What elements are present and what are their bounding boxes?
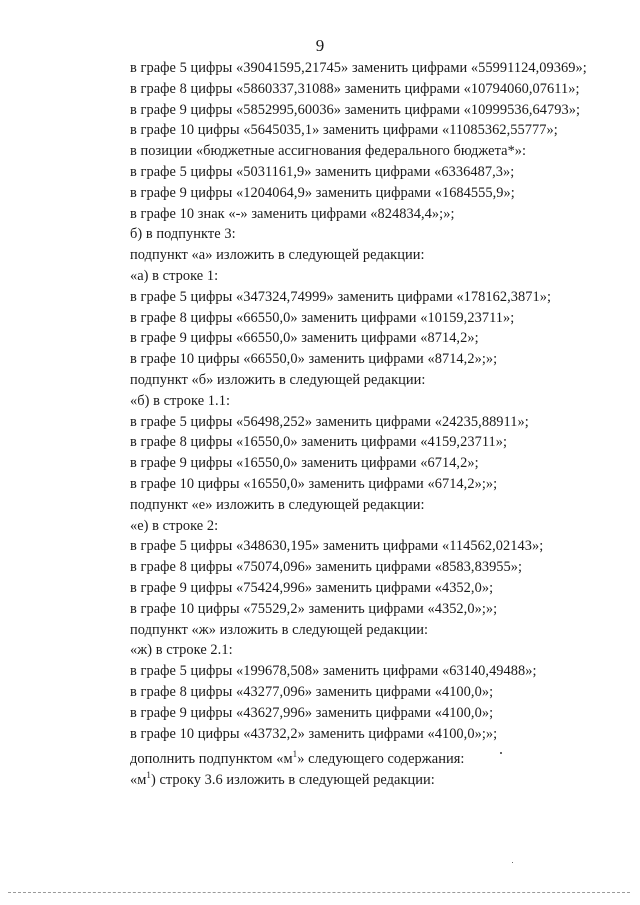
text-line: в графе 8 цифры «16550,0» заменить цифрами «4159,23711»; bbox=[130, 434, 508, 451]
superscript-index: 1 bbox=[146, 770, 151, 781]
text-line: подпункт «ж» изложить в следующей редакции: bbox=[130, 621, 429, 638]
supplement-line bbox=[130, 765, 620, 786]
text-line: подпункт «е» изложить в следующей редакции: bbox=[130, 496, 425, 513]
text-line: в графе 8 цифры «5860337,31088» заменить цифрами «10794060,07611»; bbox=[130, 80, 580, 97]
text-line: в графе 9 цифры «66550,0» заменить цифрами «8714,2»; bbox=[130, 330, 479, 347]
supplement-text-start: «м bbox=[130, 771, 147, 788]
text-line: в графе 9 цифры «75424,996» заменить цифрами «4352,0»; bbox=[130, 579, 494, 596]
text-line: в графе 5 цифры «56498,252» заменить цифрами «24235,88911»; bbox=[130, 413, 529, 430]
supplement-text-start: дополнить подпунктом «м bbox=[130, 751, 293, 768]
text-line: подпункт «б» изложить в следующей редакции: bbox=[130, 371, 426, 388]
text-line: в графе 9 цифры «5852995,60036» заменить цифрами «10999536,64793»; bbox=[130, 101, 581, 118]
text-line: «а) в строке 1: bbox=[130, 267, 219, 284]
text-line: в графе 8 цифры «43277,096» заменить цифрами «4100,0»; bbox=[130, 683, 494, 700]
page-number: 9 bbox=[315, 36, 325, 55]
text-line: в графе 10 цифры «43732,2» заменить цифрами «4100,0»;»; bbox=[130, 725, 498, 742]
supplement-line bbox=[130, 744, 620, 768]
text-line: подпункт «а» изложить в следующей редакции: bbox=[130, 247, 425, 264]
text-line: в графе 9 цифры «16550,0» заменить цифрами «6714,2»; bbox=[130, 455, 479, 472]
text-line: в графе 5 цифры «5031161,9» заменить цифрами «6336487,3»; bbox=[130, 163, 515, 180]
text-line: в графе 10 цифры «75529,2» заменить цифрами «4352,0»;»; bbox=[130, 600, 498, 617]
supplement-text-end: » следующего содержания: bbox=[297, 751, 465, 768]
text-line: в графе 8 цифры «75074,096» заменить цифрами «8583,83955»; bbox=[130, 559, 523, 576]
text-line: в графе 10 цифры «5645035,1» заменить цифрами «11085362,55777»; bbox=[130, 122, 558, 139]
text-line: в графе 9 цифры «43627,996» заменить цифрами «4100,0»; bbox=[130, 704, 494, 721]
text-line: «ж) в строке 2.1: bbox=[130, 642, 233, 659]
text-line: в графе 5 цифры «347324,74999» заменить цифрами «178162,3871»; bbox=[130, 288, 552, 305]
document-body bbox=[130, 58, 620, 786]
supplement-text-end: ) строку 3.6 изложить в следующей редакции: bbox=[150, 771, 435, 788]
text-line: в позиции «бюджетные ассигнования федерального бюджета*»: bbox=[130, 143, 527, 160]
text-line: в графе 10 знак «-» заменить цифрами «824834,4»;»; bbox=[130, 205, 455, 222]
text-line: в графе 10 цифры «66550,0» заменить цифрами «8714,2»;»; bbox=[130, 351, 498, 368]
text-line: в графе 10 цифры «16550,0» заменить цифрами «6714,2»;»; bbox=[130, 475, 498, 492]
text-line: в графе 8 цифры «66550,0» заменить цифрами «10159,23711»; bbox=[130, 309, 515, 326]
text-line: в графе 9 цифры «1204064,9» заменить цифрами «1684555,9»; bbox=[130, 184, 515, 201]
text-line: «е) в строке 2: bbox=[130, 517, 219, 534]
scan-bottom-edge bbox=[8, 892, 630, 893]
text-line: в графе 5 цифры «348630,195» заменить цифрами «114562,02143»; bbox=[130, 538, 544, 555]
superscript-index: 1 bbox=[292, 749, 298, 760]
text-line: «б) в строке 1.1: bbox=[130, 392, 230, 409]
text-line: в графе 5 цифры «199678,508» заменить цифрами «63140,49488»; bbox=[130, 663, 537, 680]
scan-speck bbox=[512, 862, 513, 863]
text-line: в графе 5 цифры «39041595,21745» заменить цифрами «55991124,09369»; bbox=[130, 60, 587, 76]
scan-speck bbox=[500, 752, 502, 754]
text-line: б) в подпункте 3: bbox=[130, 226, 236, 243]
